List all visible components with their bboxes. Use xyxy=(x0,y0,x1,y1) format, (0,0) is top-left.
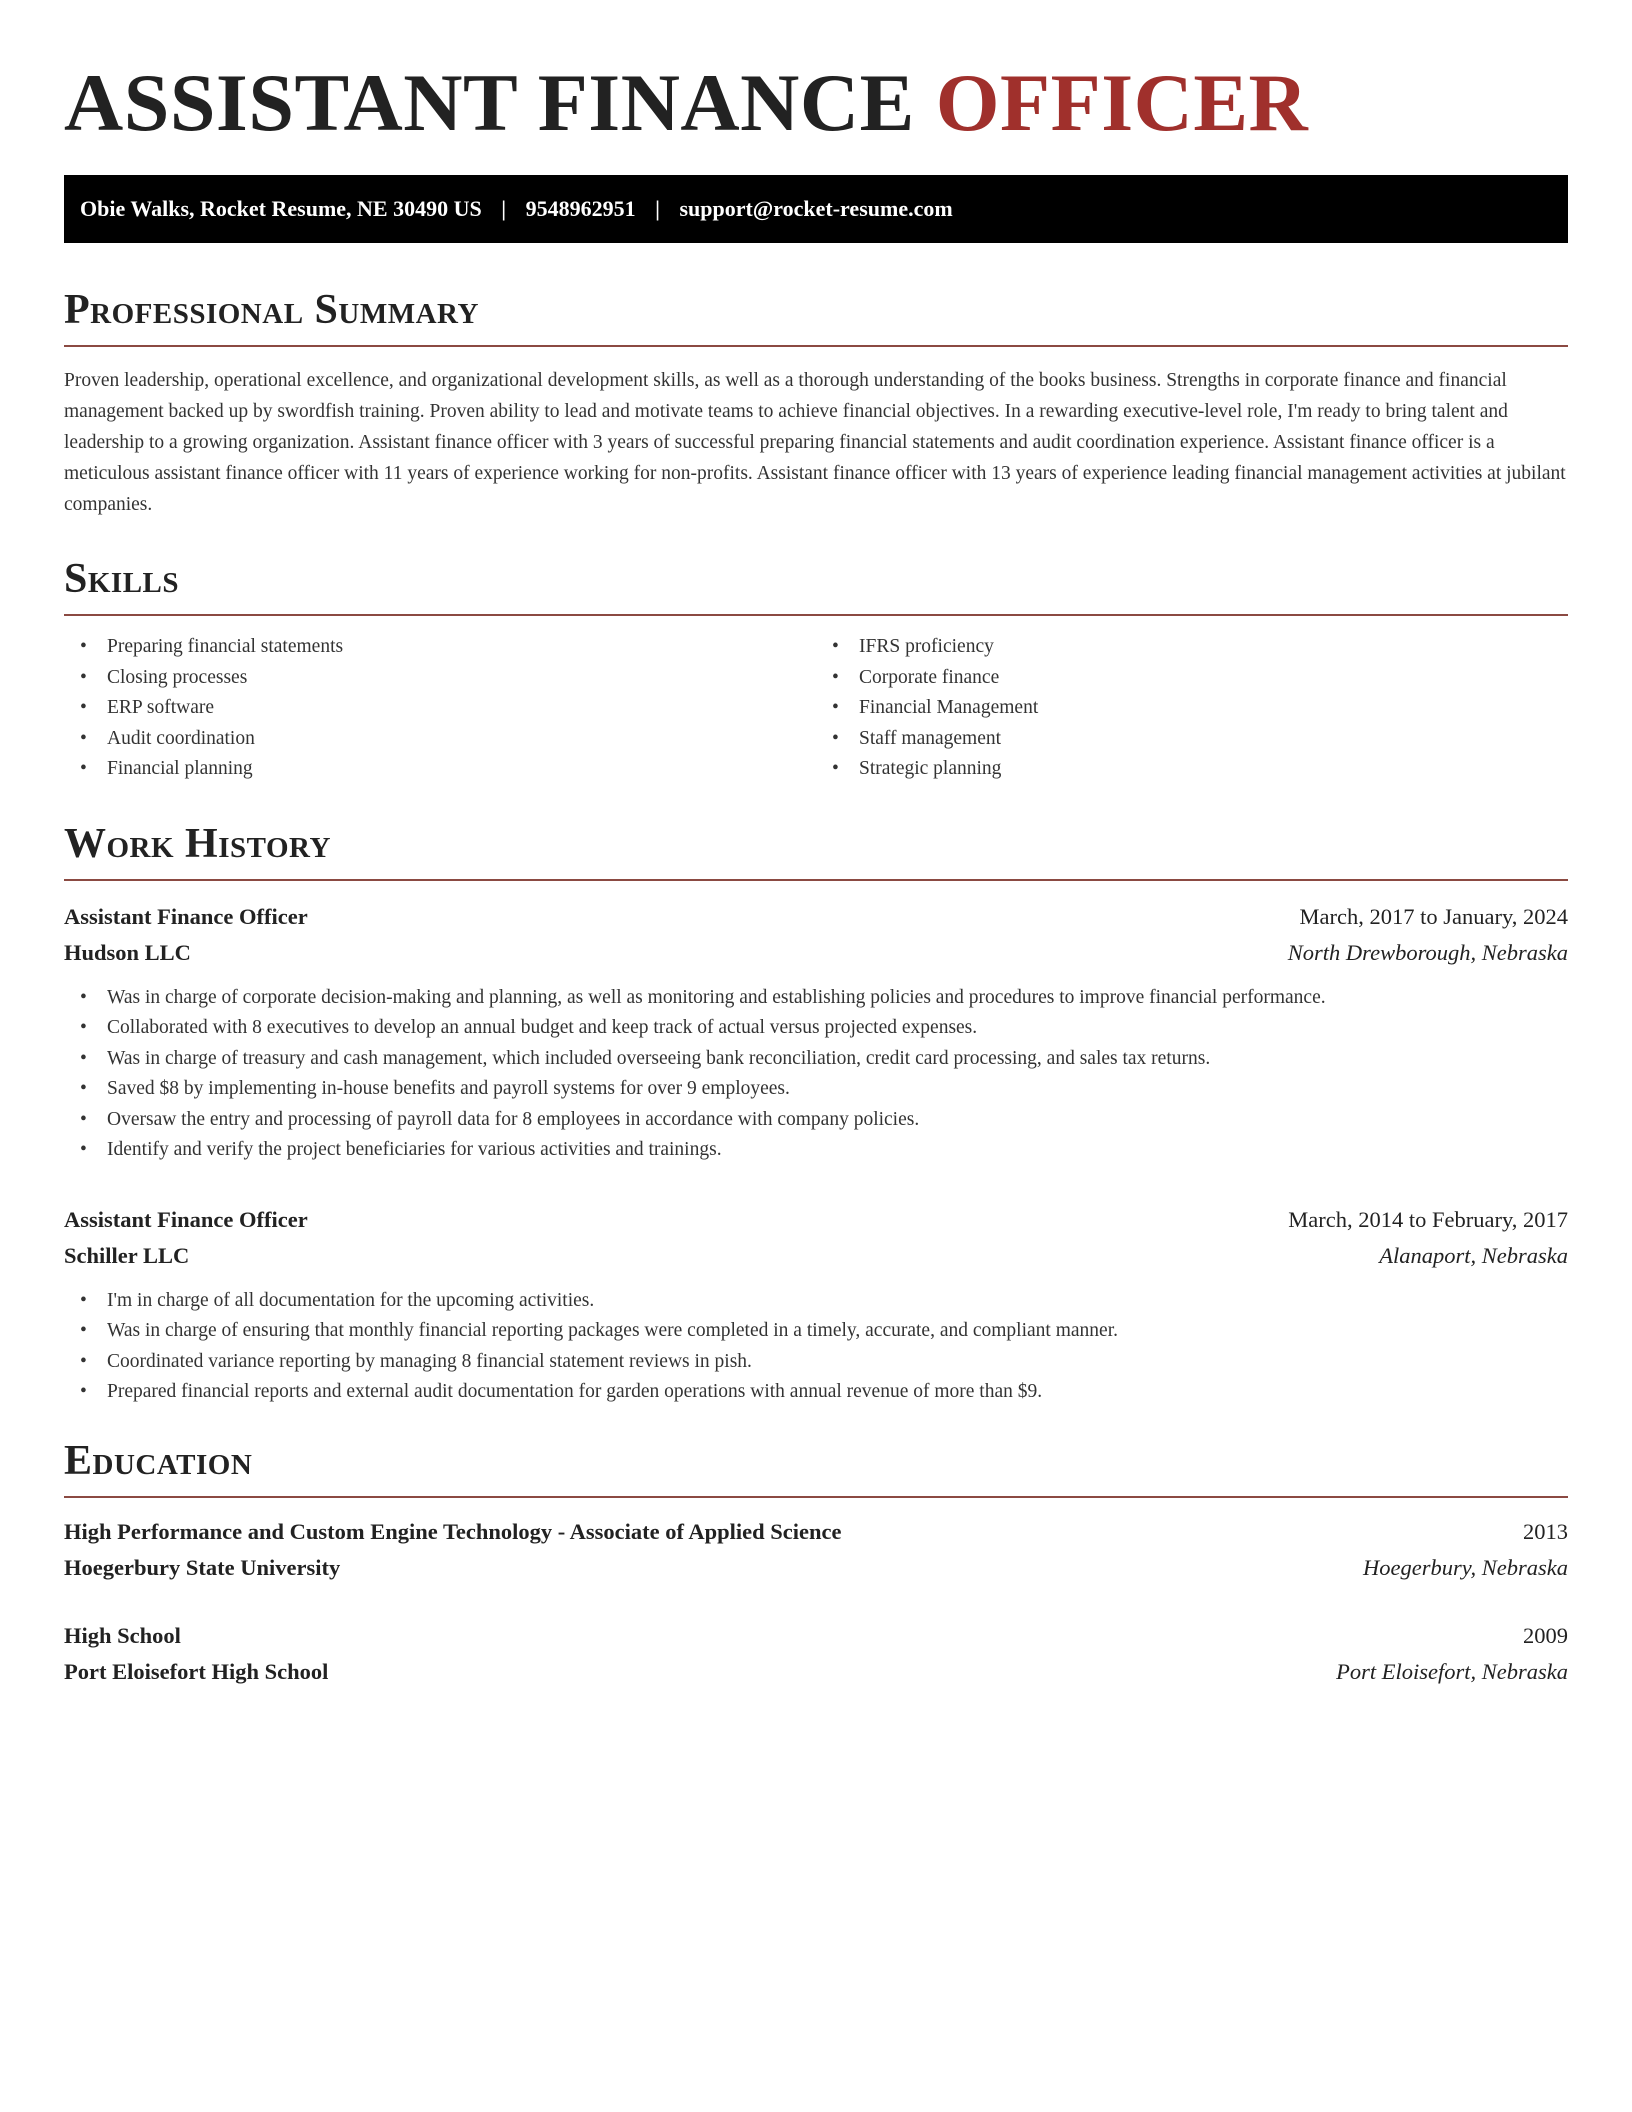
job-header-row xyxy=(64,1202,1568,1238)
job-bullet: • Saved $8 by implementing in-house benefits and payroll systems for over 9 employees. xyxy=(64,1074,1568,1105)
skills-list-right xyxy=(816,632,1568,785)
education-section xyxy=(64,1438,1568,1690)
education-entry xyxy=(64,1618,1568,1690)
education-header-row xyxy=(64,1514,1568,1550)
education-header-row xyxy=(64,1618,1568,1654)
contact-bar xyxy=(64,175,1568,243)
skill-item: • Audit coordination xyxy=(64,724,816,755)
job-bullet: • I'm in charge of all documentation for the upcoming activities. xyxy=(64,1286,1568,1317)
education-school-row xyxy=(64,1654,1568,1690)
job-bullet: • Identify and verify the project beneficiaries for various activities and trainings. xyxy=(64,1135,1568,1166)
skills-list-left xyxy=(64,632,816,785)
job-title: Assistant Finance Officer xyxy=(64,903,308,929)
contact-separator: | xyxy=(501,196,507,221)
education-degree: High School xyxy=(64,1622,181,1648)
job-company-row xyxy=(64,1238,1568,1274)
education-degree: High Performance and Custom Engine Technology - Associate of Applied Science xyxy=(64,1518,842,1544)
job-location: North Drewborough, Nebraska xyxy=(1287,939,1568,965)
skill-item: • Preparing financial statements xyxy=(64,632,816,663)
section-heading-summary: Professional Summary xyxy=(64,287,479,333)
skill-item: • ERP software xyxy=(64,693,816,724)
section-divider xyxy=(64,345,1568,347)
education-school: Hoegerbury State University xyxy=(64,1554,341,1580)
education-school-row xyxy=(64,1550,1568,1586)
job-dates: March, 2017 to January, 2024 xyxy=(1299,903,1568,929)
job-company: Hudson LLC xyxy=(64,939,191,965)
skill-item: • Staff management xyxy=(816,724,1568,755)
job-company: Schiller LLC xyxy=(64,1242,190,1268)
section-divider xyxy=(64,614,1568,616)
summary-text: Proven leadership, operational excellence, and organizational development skills, as well as a thorough understanding of the books business. Strengths in corporate finance and financial management backed up by swordfish training. Proven ability to lead and motivate teams to achieve financial objectives. In a rewarding executive-level role, I'm ready to bring talent and leadership to a growing organization. Assistant finance officer with 3 years of successful preparing financial statements and audit coordination experience. Assistant finance officer is a meticulous assistant finance officer with 11 years of experience working for non-profits. Assistant finance officer with 13 years of experience leading financial management activities at jubilant companies. xyxy=(64,370,1566,515)
education-location: Port Eloisefort, Nebraska xyxy=(1336,1658,1568,1684)
job-bullet: • Was in charge of ensuring that monthly financial reporting packages were completed in a timely, accurate, and compliant manner. xyxy=(64,1316,1568,1347)
skills-columns xyxy=(64,632,1568,785)
contact-phone: 9548962951 xyxy=(525,196,636,221)
education-entry xyxy=(64,1514,1568,1586)
job-bullet: • Coordinated variance reporting by managing 8 financial statement reviews in pish. xyxy=(64,1347,1568,1378)
title-main: ASSISTANT FINANCE xyxy=(64,57,936,148)
job-company-row xyxy=(64,935,1568,971)
title-accent: OFFICER xyxy=(935,57,1309,148)
section-heading-work-history: Work History xyxy=(64,820,331,867)
skill-item: • Strategic planning xyxy=(816,754,1568,785)
education-school: Port Eloisefort High School xyxy=(64,1658,329,1684)
section-divider xyxy=(64,879,1568,881)
education-year: 2009 xyxy=(1523,1622,1568,1648)
skill-item: • Closing processes xyxy=(64,663,816,694)
work-history-section xyxy=(64,821,1568,1408)
job-bullet: • Oversaw the entry and processing of payroll data for 8 employees in accordance with company policies. xyxy=(64,1105,1568,1136)
skill-item: • Corporate finance xyxy=(816,663,1568,694)
section-divider xyxy=(64,1496,1568,1498)
job-title: Assistant Finance Officer xyxy=(64,1206,308,1232)
section-heading-skills: Skills xyxy=(64,556,180,602)
job-bullet: • Prepared financial reports and external audit documentation for garden operations with annual revenue of more than $9. xyxy=(64,1377,1568,1408)
job-entry xyxy=(64,899,1568,1166)
skill-item: • IFRS proficiency xyxy=(816,632,1568,663)
job-header-row xyxy=(64,899,1568,935)
job-bullets xyxy=(64,983,1568,1166)
job-location: Alanaport, Nebraska xyxy=(1379,1242,1568,1268)
skill-item: • Financial planning xyxy=(64,754,816,785)
contact-separator: | xyxy=(655,196,660,221)
contact-email: support@rocket-resume.com xyxy=(679,196,953,221)
job-bullet: • Was in charge of corporate decision-making and planning, as well as monitoring and establishing policies and procedures to improve financial performance. xyxy=(64,983,1568,1014)
job-dates: March, 2014 to February, 2017 xyxy=(1288,1206,1568,1232)
contact-address: Obie Walks, Rocket Resume, NE 30490 US xyxy=(80,196,482,221)
job-bullets xyxy=(64,1286,1568,1408)
summary-section xyxy=(64,287,1568,520)
resume-title xyxy=(64,0,1568,148)
education-location: Hoegerbury, Nebraska xyxy=(1363,1554,1568,1580)
job-entry xyxy=(64,1202,1568,1408)
job-bullet: • Collaborated with 8 executives to develop an annual budget and keep track of actual versus projected expenses. xyxy=(64,1013,1568,1044)
skill-item: • Financial Management xyxy=(816,693,1568,724)
education-year: 2013 xyxy=(1523,1518,1568,1544)
skills-section xyxy=(64,556,1568,785)
section-heading-education: Education xyxy=(64,1437,253,1484)
job-bullet: • Was in charge of treasury and cash management, which included overseeing bank reconciliation, credit card processing, and sales tax returns. xyxy=(64,1044,1568,1075)
